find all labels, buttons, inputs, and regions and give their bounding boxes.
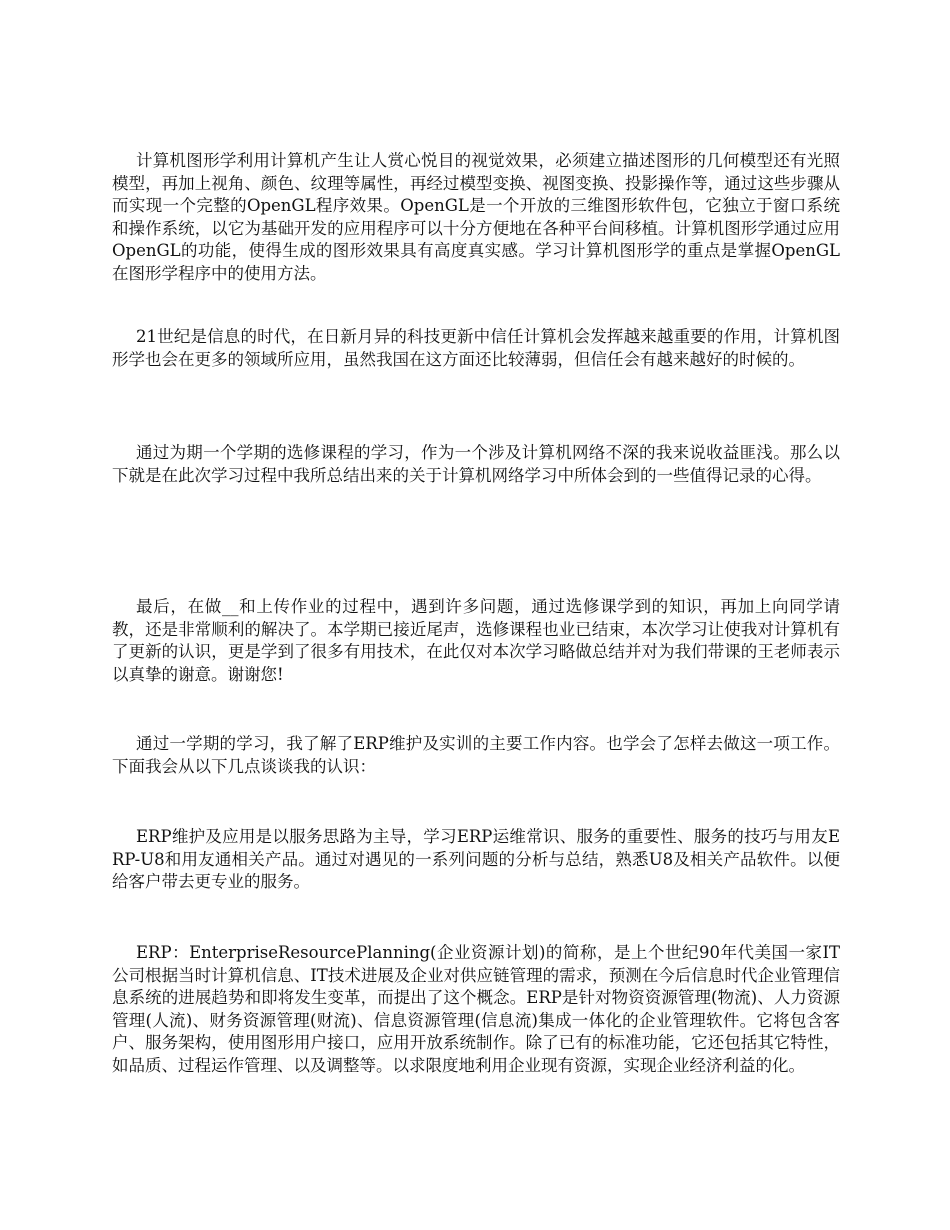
paragraph-elective-course: 通过为期一个学期的选修课程的学习，作为一个涉及计算机网络不深的我来说收益匪浅。那么以下就是在此次学习过程中我所总结出来的关于计算机网络学习中所体会到的一些值得记录的心得。 [112, 443, 840, 485]
paragraph-erp-semester: 通过一学期的学习，我了解了ERP维护及实训的主要工作内容。也学会了怎样去做这一项工作。下面我会从以下几点谈谈我的认识： [112, 734, 840, 776]
paragraph-conclusion-thanks: 最后，在做__和上传作业的过程中，遇到许多问题，通过选修课学到的知识，再加上向同学请教，还是非常顺利的解决了。本学期已接近尾声，选修课程也业已结束，本次学习让使我对计算机有了更新的认识，更是学到了很多有用技术，在此仅对本次学习略做总结并对为我们带课的王老师表示以真挚的谢意。谢谢您! [112, 597, 840, 684]
paragraph-opengl-intro: 计算机图形学利用计算机产生让人赏心悦目的视觉效果，必须建立描述图形的几何模型还有光照模型，再加上视角、颜色、纹理等属性，再经过模型变换、视图变换、投影操作等，通过这些步骤从而实现一个完整的OpenGL程序效果。OpenGL是一个开放的三维图形软件包，它独立于窗口系统和操作系统，以它为基础开发的应用程序可以十分方便地在各种平台间移植。计算机图形学通过应用OpenGL的功能，使得生成的图形效果具有高度真实感。学习计算机图形学的重点是掌握OpenGL在图形学程序中的使用方法。 [112, 151, 840, 283]
paragraph-erp-maintenance: ERP维护及应用是以服务思路为主导，学习ERP运维常识、服务的重要性、服务的技巧与用友ERP-U8和用友通相关产品。通过对遇见的一系列问题的分析与总结，熟悉U8及相关产品软件。以便给客户带去更专业的服务。 [112, 827, 840, 891]
paragraph-21st-century: 21世纪是信息的时代，在日新月异的科技更新中信任计算机会发挥越来越重要的作用，计算机图形学也会在更多的领域所应用，虽然我国在这方面还比较薄弱，但信任会有越来越好的时候的。 [112, 327, 840, 369]
paragraph-erp-definition: ERP：EnterpriseResourcePlanning(企业资源计划)的简称，是上个世纪90年代美国一家IT公司根据当时计算机信息、IT技术进展及企业对供应链管理的需求，预测在今后信息时代企业管理信息系统的进展趋势和即将发生变革，而提出了这个概念。ERP是针对物资资源管理(物流)、人力资源管理(人流)、财务资源管理(财流)、信息资源管理(信息流)集成一体化的企业管理软件。它将包含客户、服务架构，使用图形用户接口，应用开放系统制作。除了已有的标准功能，它还包括其它特性，如品质、过程运作管理、以及调整等。以求限度地利用企业现有资源，实现企业经济利益的化。 [112, 943, 840, 1075]
